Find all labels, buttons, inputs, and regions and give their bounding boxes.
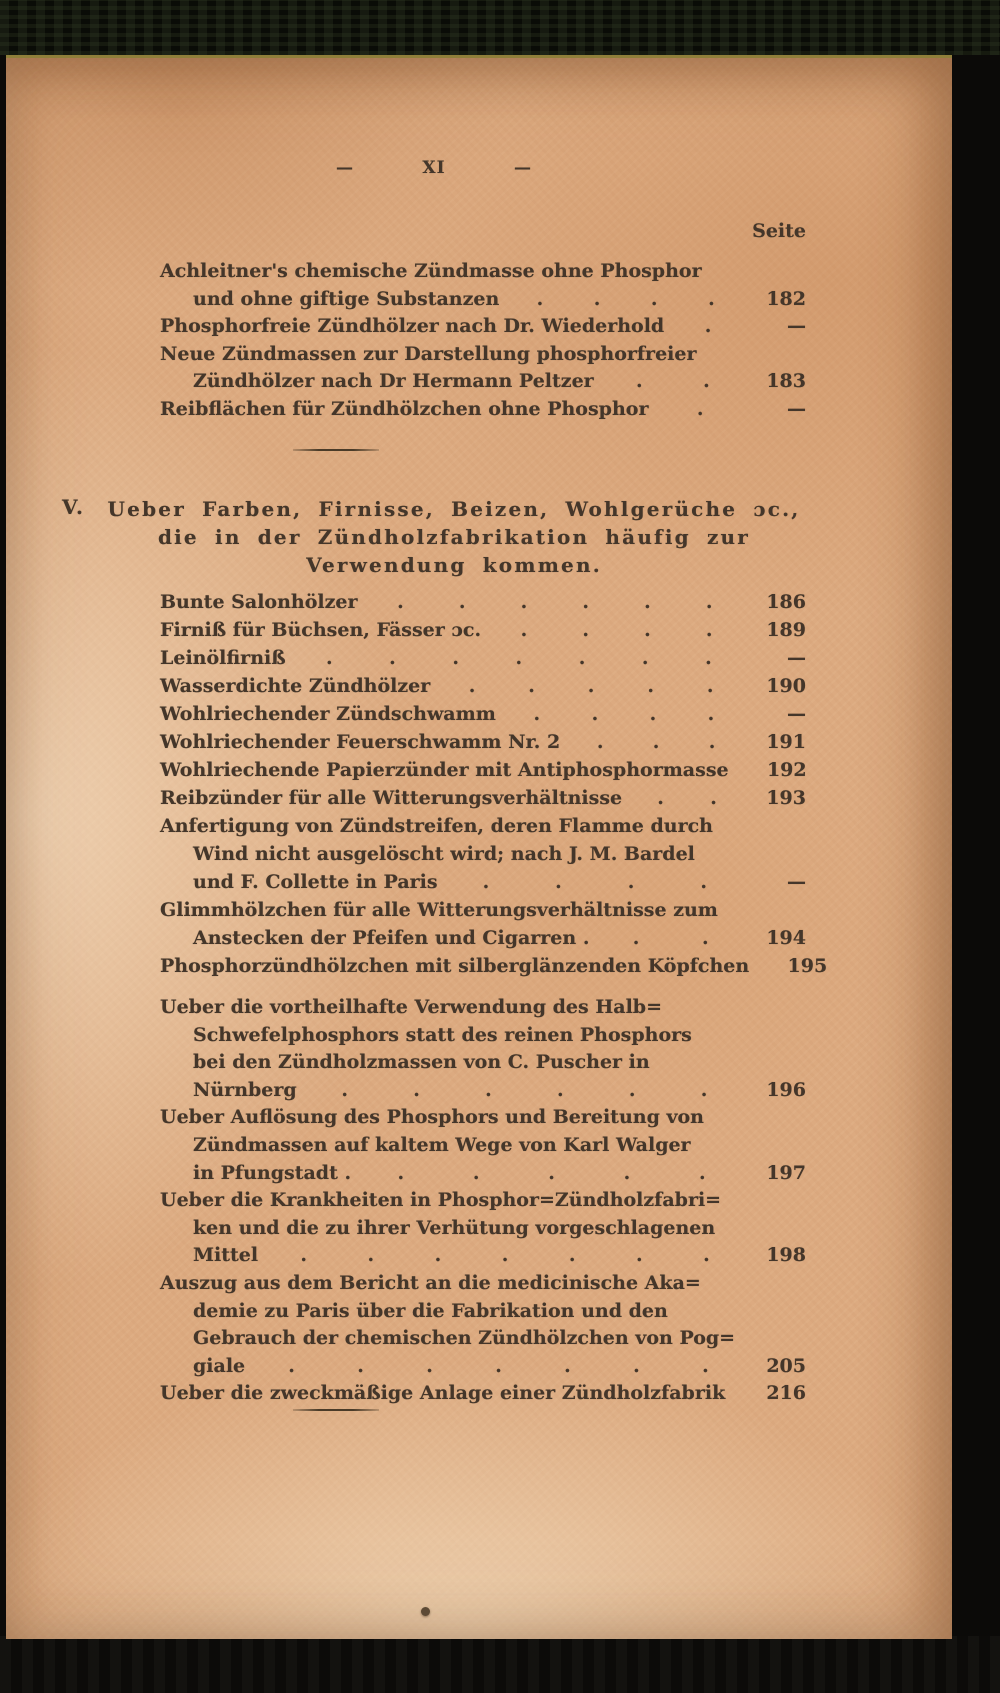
page-number: — [787,647,806,669]
page-number: 183 [766,370,806,392]
section-numeral: V. [62,495,85,519]
toc-entry-text: Zündmassen auf kaltem Wege von Karl Walger [193,1133,691,1156]
page-number: 216 [766,1382,806,1405]
toc-entry-text: giale [193,1354,246,1377]
toc-row [160,700,806,728]
page-number: 196 [766,1078,806,1101]
toc-entry-text: Firniß für Büchsen, Fässer ɔc. [160,619,482,641]
toc-entry-text: Neue Zündmassen zur Darstellung phosphorfreier [160,342,697,365]
dot-leader: . . . . . [397,1161,706,1184]
toc-entry-text: in Pfungstadt . [193,1161,352,1184]
toc-row [160,1298,806,1326]
dot-leader: . . . . . . . [300,1244,710,1267]
toc-row [160,1160,806,1188]
dot-leader: . . . . . [468,675,714,697]
toc-row [160,994,806,1022]
running-head-page-numeral: XI [422,158,446,178]
page-number: 193 [766,787,806,809]
section-divider-rule [293,449,379,451]
toc-entry-text: Anfertigung von Zündstreifen, deren Flamme durch [160,815,713,837]
toc-row [160,313,806,341]
dot-leader: . [704,315,712,337]
ornament-dot [421,1607,430,1616]
toc-row [160,812,806,840]
dot-leader: . . [632,927,709,949]
toc-entry-text: Nürnberg [193,1078,297,1101]
toc-entry-text: Wohlriechende Papierzünder mit Antiphosphormasse [160,759,729,781]
toc-entry-text: Phosphorzündhölzchen mit silberglänzenden Köpfchen [160,955,750,977]
dot-leader: . . . . [482,871,707,893]
toc-row [160,1187,806,1215]
toc-row [160,1353,806,1381]
toc-row [160,896,806,924]
page-column-label: Seite [752,220,806,242]
toc-row [160,396,806,424]
toc-row [160,1242,806,1270]
page-number: 182 [766,287,806,310]
page-number: — [787,397,806,420]
toc-entry-text: Ueber Auflösung des Phosphors und Bereitung von [160,1106,704,1129]
toc-entry-text: Ueber die Krankheiten in Phosphor=Zündholzfabri= [160,1189,722,1212]
page-number: 191 [766,731,806,753]
scanner-background-bottom [0,1636,1000,1693]
page-number: 197 [766,1161,806,1184]
toc-entry-text: Gebrauch der chemischen Zündhölzchen von Pog= [193,1327,736,1350]
toc-entry-text: Reibzünder für alle Witterungsverhältnisse [160,787,623,809]
page-number: 186 [766,591,806,613]
toc-entry-text: bei den Zündholzmassen von C. Puscher in [193,1051,650,1074]
section-heading-line-2: die in der Zündholzfabrikation häufig zur [157,525,751,549]
toc-row [160,728,806,756]
dot-leader: . . [635,370,710,392]
dot-leader: . . . . [520,619,713,641]
dot-leader: . . . . [536,287,715,310]
dot-leader: . . . . . . [341,1078,708,1101]
page-number: 198 [766,1244,806,1267]
toc-row [160,868,806,896]
toc-section-2 [160,588,828,980]
dot-leader: . . . . . . . [288,1354,709,1377]
toc-entry-text: Achleitner's chemische Zündmasse ohne Phosphor [160,260,702,282]
page-number: 194 [766,927,806,949]
toc-entry-text: demie zu Paris über die Fabrikation und den [193,1299,668,1322]
toc-entry-text: und ohne giftige Substanzen [193,287,500,310]
toc-entry-text: Reibflächen für Zündhölzchen ohne Phosphor [160,397,649,420]
toc-row [160,1270,806,1298]
dot-leader: . [696,397,704,420]
running-head-dash-right: — [514,158,532,178]
page-number: — [787,315,806,337]
toc-entry-text: Wind nicht ausgelöscht wird; nach J. M. Bardel [193,843,695,865]
page-number: — [787,871,806,893]
toc-row [160,1049,806,1077]
running-head [336,158,532,178]
page-number: — [787,703,806,725]
toc-row [160,840,806,868]
running-head-dash-left: — [336,158,354,178]
book-page [6,55,952,1639]
page-number: 195 [787,955,828,977]
toc-row [160,756,806,784]
toc-entry-text: Schwefelphosphors statt des reinen Phosphors [193,1023,692,1046]
toc-row [160,784,806,812]
toc-entry-text: Mittel [193,1244,259,1267]
toc-entry-text: Phosphorfreie Zündhölzer nach Dr. Wiederhold [160,315,665,337]
toc-entry-text: Bunte Salonhölzer [160,591,358,613]
dot-leader: . . . . . . [397,591,713,613]
toc-row [160,1380,806,1408]
toc-row [160,952,828,980]
section-heading [96,495,812,579]
dot-leader: . . . [596,731,716,753]
scanner-background-top [0,0,1000,55]
toc-row [160,1077,806,1105]
toc-entry-text: Wohlriechender Zündschwamm [160,703,496,725]
dot-leader: . . . . [533,703,715,725]
page-number: 192 [766,759,807,781]
toc-row [160,1215,806,1243]
section-heading-line-3: Verwendung kommen. [306,553,602,577]
toc-entry-text: Anstecken der Pfeifen und Cigarren . [193,927,590,949]
page-number: 205 [766,1354,806,1377]
toc-entry-text: Ueber die vortheilhafte Verwendung des Halb= [160,996,663,1018]
toc-row [160,924,806,952]
toc-section-1 [160,258,806,423]
toc-row [160,1104,806,1132]
dot-leader: . . . . . . . [325,647,712,669]
toc-row [160,672,806,700]
toc-row [160,1022,806,1050]
section-heading-line-1: Ueber Farben, Firnisse, Beizen, Wohlgerüche ɔc., [107,497,801,521]
toc-entry-text: Leinölfirniß [160,647,286,669]
toc-entry-text: ken und die zu ihrer Verhütung vorgeschlagenen [193,1216,716,1239]
toc-row [160,1325,806,1353]
toc-entry-text: Wasserdichte Zündhölzer [160,675,431,697]
toc-entry-text: und F. Collette in Paris [193,871,438,893]
toc-row [160,368,806,396]
toc-row [160,258,806,286]
toc-entry-text: Ueber die zweckmäßige Anlage einer Zündholzfabrik [160,1382,726,1405]
toc-entry-text: Wohlriechender Feuerschwamm Nr. 2 [160,731,561,753]
toc-row [160,616,806,644]
toc-entry-text: Auszug aus dem Bericht an die medicinische Aka= [160,1271,701,1294]
dot-leader: . . [657,787,717,809]
closing-divider-rule [293,1409,379,1411]
toc-row [160,644,806,672]
toc-entry-text: Zündhölzer nach Dr Hermann Peltzer [193,370,594,392]
page-number: 189 [766,619,806,641]
page-number: 190 [766,675,806,697]
toc-row [160,1132,806,1160]
toc-row [160,588,806,616]
toc-row [160,341,806,369]
toc-row [160,286,806,314]
toc-entry-text: Glimmhölzchen für alle Witterungsverhältnisse zum [160,899,718,921]
toc-section-3 [160,994,806,1408]
